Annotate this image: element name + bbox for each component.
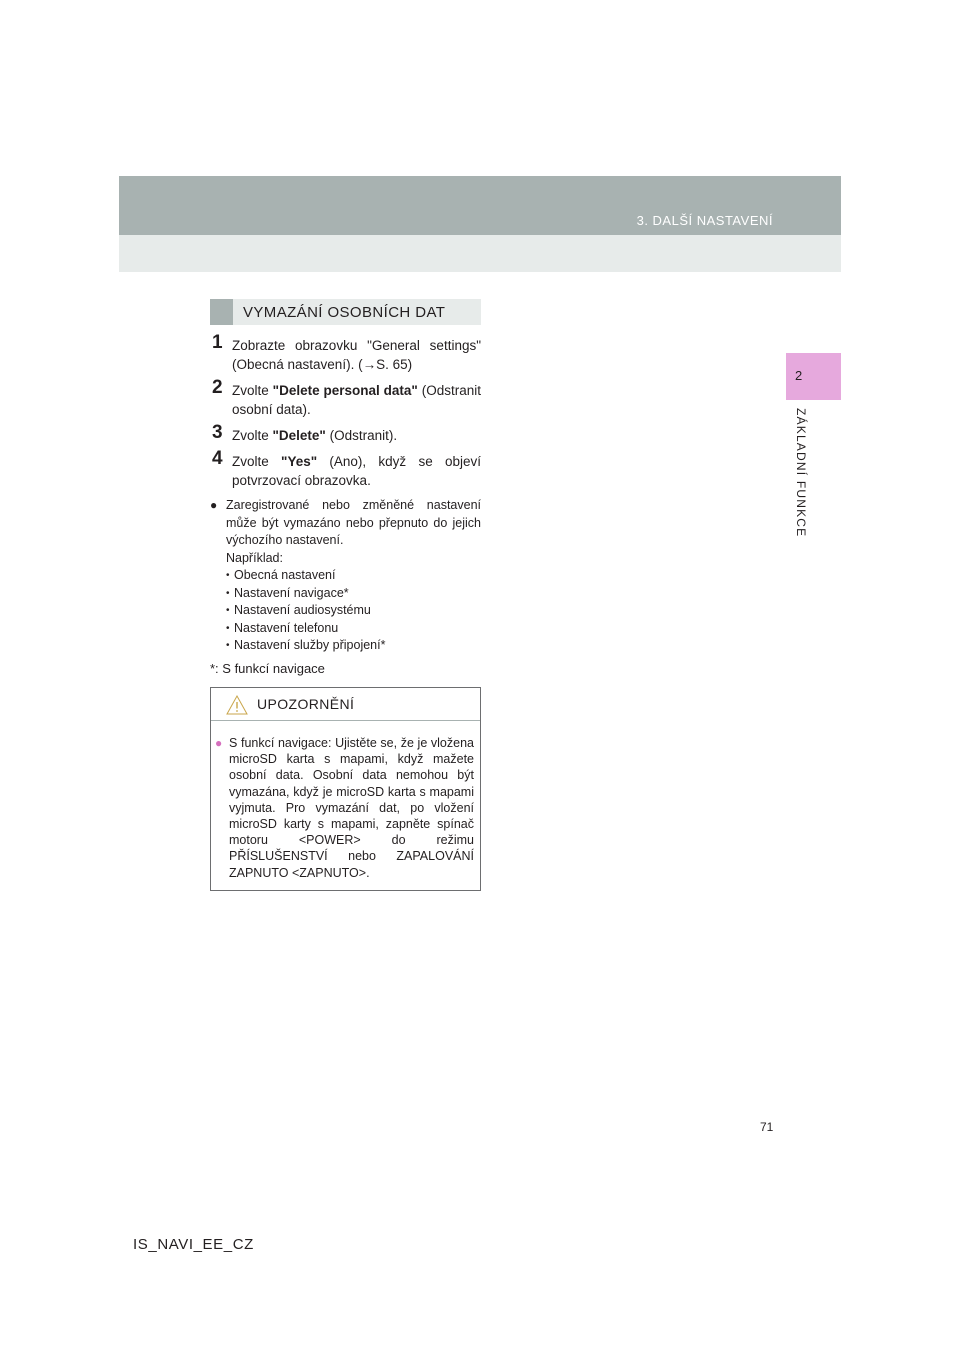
step-text: Zvolte (232, 383, 273, 398)
step-4 (210, 448, 482, 490)
step-text: Zvolte (232, 428, 273, 443)
step-number: 1 (212, 332, 223, 353)
caution-box (210, 687, 481, 891)
step-option: "Yes" (281, 454, 318, 469)
step-text: (Ano), když se objeví potvrzovací obrazovka. (232, 454, 482, 488)
caution-title: UPOZORNĚNÍ (257, 696, 355, 712)
step-text: Zvolte (232, 454, 282, 469)
bullet-dot-icon: ● (210, 498, 218, 512)
document-code: IS_NAVI_EE_CZ (133, 1236, 254, 1253)
chapter-tab (786, 353, 841, 400)
step-number: 2 (212, 377, 223, 398)
section-header (210, 299, 481, 325)
section-title: VYMAZÁNÍ OSOBNÍCH DAT (243, 304, 446, 321)
list-item: • Nastavení audiosystému (226, 602, 481, 620)
note-block (210, 497, 481, 655)
chapter-number: 2 (795, 368, 803, 383)
list-item: • Nastavení telefonu (226, 620, 481, 638)
header-title: 3. DALŠÍ NASTAVENÍ (636, 213, 773, 228)
chapter-label: ZÁKLADNÍ FUNKCE (794, 408, 808, 538)
footnote: *: S funkcí navigace (210, 660, 325, 676)
step-option: "Delete personal data" (272, 383, 418, 398)
page-reference: →S. 65 (362, 357, 408, 372)
caution-text: S funkcí navigace: Ujistěte se, že je vložena microSD karta s mapami, když mažete osobní data. Osobní data nemohou být vymazána, když je microSD karta s mapami vyjmuta. Pro vymazání dat, po vložení microSD karty s mapami, zapněte spínač motoru <POWER> do režimu PŘÍSLUŠENSTVÍ nebo ZAPALOVÁNÍ ZAPNUTO <ZAPNUTO>. (229, 736, 474, 880)
step-number: 4 (212, 448, 223, 469)
page-header (119, 176, 841, 235)
content-column (210, 332, 482, 678)
step-text: (Odstranit osobní data). (232, 383, 481, 417)
section-marker (210, 299, 233, 325)
example-label: Například: (226, 550, 283, 565)
step-text: Zobrazte obrazovku "General settings" (Obecná nastavení). ( (232, 338, 481, 372)
list-item: • Obecná nastavení (226, 567, 481, 585)
step-1 (210, 332, 481, 374)
list-item: • Nastavení služby připojení* (226, 637, 481, 655)
warning-icon (225, 694, 249, 721)
caution-header (211, 688, 480, 721)
step-text: ) (407, 357, 413, 372)
step-2 (210, 377, 481, 419)
caution-body (211, 721, 480, 881)
bullet-dot-icon: ● (215, 736, 223, 750)
settings-list (226, 567, 481, 655)
header-band (119, 235, 841, 272)
note-text: Zaregistrované nebo změněné nastavení může být vymazáno nebo přepnuto do jejich výchozího nastavení. (226, 498, 481, 547)
step-text: (Odstranit). (325, 428, 398, 443)
list-item: • Nastavení navigace* (226, 585, 481, 603)
step-3 (210, 422, 481, 445)
step-option: "Delete" (272, 428, 326, 443)
page-number: 71 (760, 1120, 774, 1134)
step-number: 3 (212, 422, 223, 443)
